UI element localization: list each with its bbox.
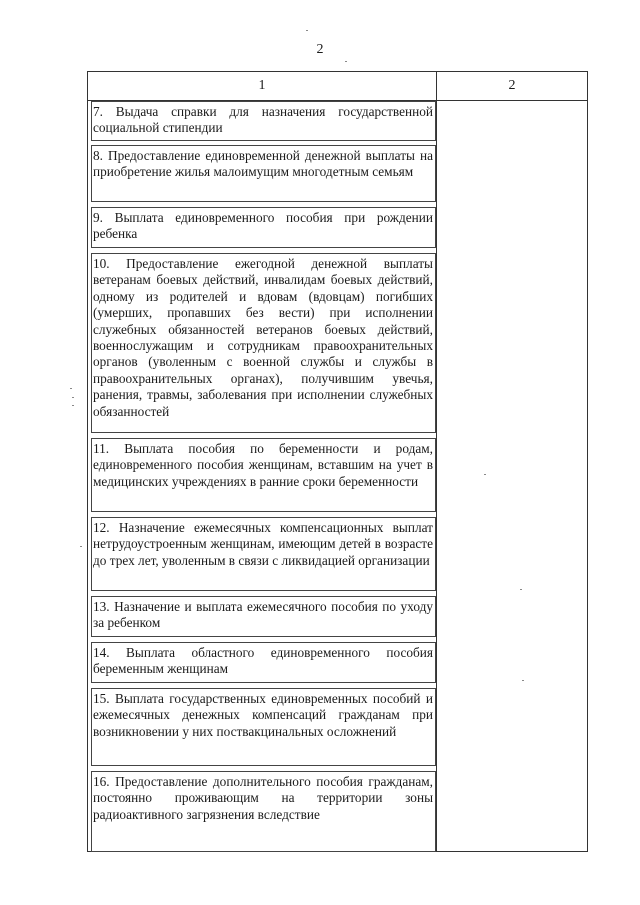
column-divider	[436, 100, 437, 852]
table-row-13: 13. Назначение и выплата ежемесячного пособия по уходу за ребенком	[91, 596, 436, 637]
scan-speck	[70, 388, 72, 389]
page-number: 2	[316, 42, 324, 57]
scan-speck	[520, 589, 522, 590]
table-row-15: 15. Выплата государственных единовременных пособий и ежемесячных денежных компенсаций гражданам при возникновении у них поствакцинальных осложнений	[91, 688, 436, 766]
scan-speck	[484, 474, 486, 475]
table-row-11: 11. Выплата пособия по беременности и родам, единовременного пособия женщинам, вставшим на учет в медицинских учреждениях в ранние сроки беременности	[91, 438, 436, 512]
table-row-16: 16. Предоставление дополнительного пособия гражданам, постоянно проживающим на территории зоны радиоактивного загрязнения вследствие	[91, 771, 436, 852]
scan-speck	[522, 680, 524, 681]
table-header-row	[88, 72, 587, 101]
table-row-8: 8. Предоставление единовременной денежной выплаты на приобретение жилья малоимущим многодетным семьям	[91, 145, 436, 202]
table-row-12: 12. Назначение ежемесячных компенсационных выплат нетрудоустроенным женщинам, имеющим детей в возрасте до трех лет, уволенным в связи с ликвидацией организации	[91, 517, 436, 591]
table-row-10: 10. Предоставление ежегодной денежной выплаты ветеранам боевых действий, инвалидам боевых действий, одному из родителей и вдовам (вдовцам) погибших (умерших, пропавших без вести) при исполнении служебных обязанностей ветеранов боевых действий, военнослужащим и сотрудникам правоохранительных органов (уволенным с военной службы и службы в правоохранительных органах), получившим увечья, ранения, травмы, заболевания при исполнении служебных обязанностей	[91, 253, 436, 433]
scan-speck	[80, 546, 82, 547]
services-table	[87, 71, 588, 852]
table-row-14: 14. Выплата областного единовременного пособия беременным женщинам	[91, 642, 436, 683]
scan-speck	[72, 397, 74, 398]
table-row-7: 7. Выдача справки для назначения государственной социальной стипендии	[91, 101, 436, 141]
scan-speck	[345, 61, 347, 62]
column-header-1: 1	[88, 72, 437, 100]
table-row-9: 9. Выплата единовременного пособия при рождении ребенка	[91, 207, 436, 248]
scan-speck	[72, 405, 74, 406]
column-header-2: 2	[508, 78, 516, 93]
scan-speck	[306, 30, 308, 31]
